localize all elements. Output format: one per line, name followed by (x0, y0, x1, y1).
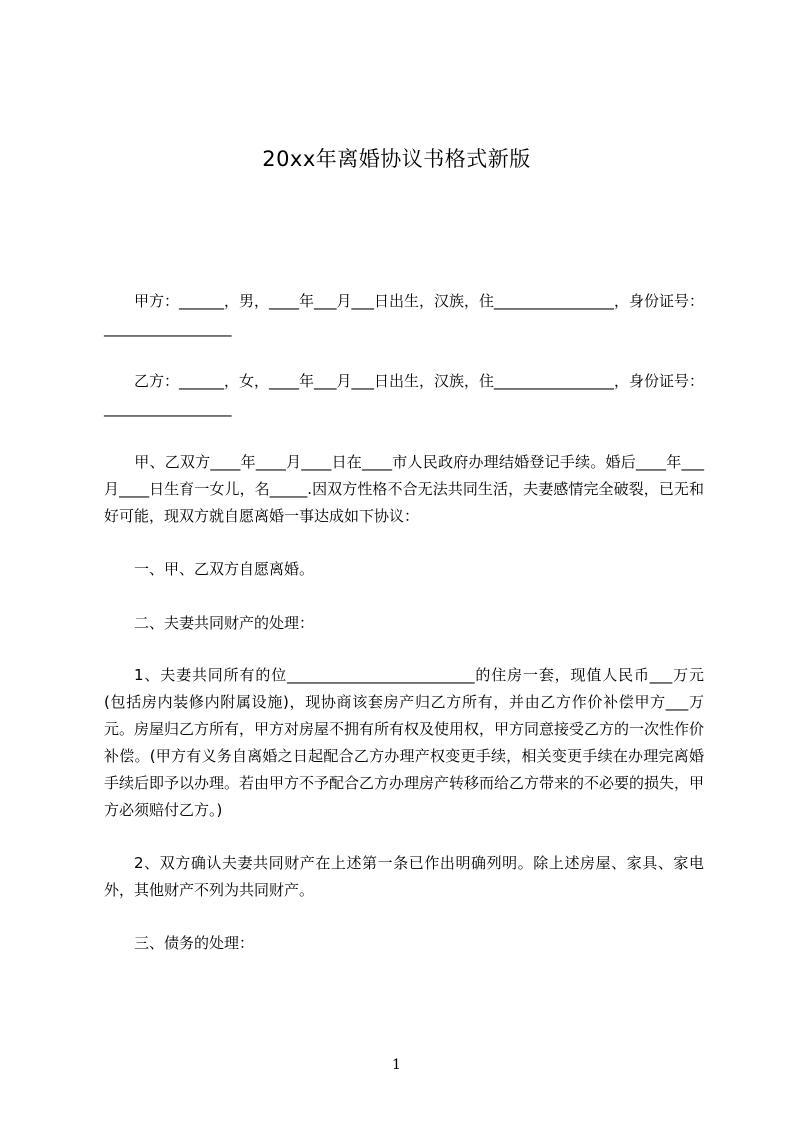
paragraph-text: 二、夫妻共同财产的处理： (134, 614, 315, 632)
paragraph-party-b (104, 368, 704, 422)
document-title: 20xx年离婚协议书格式新版 (262, 147, 531, 171)
paragraph-text: 1、夫妻共同所有的位_________________________的住房一套，现值人民币___万元(包括房内装修内附属设施)，现协商该套房产归乙方所有，并由乙方作价补偿甲方___万元。房屋归乙方所有，甲方对房屋不拥有所有权及使用权，甲方同意接受乙方的一次性作价补偿。(甲方有义务自离婚之日起配合乙方办理产权变更手续，相关变更手续在办理完离婚手续后即予以办理。若由甲方不予配合乙方办理房产转移而给乙方带来的不必要的损失，甲方必须赔付乙方。) (104, 666, 705, 819)
clause-two-heading (104, 610, 704, 637)
clause-three-heading (104, 930, 704, 957)
paragraph-marriage-info (104, 449, 704, 530)
paragraph-text: 甲、乙双方____年____月____日在____市人民政府办理结婚登记手续。婚后____年___月____日生育一女儿，名_____.因双方性格不合无法共同生活，夫妻感情完全破裂，已无和好可能，现双方就自愿离婚一事达成如下协议： (104, 453, 704, 525)
clause-two-item-one (104, 662, 704, 824)
paragraph-text: 乙方：______，女，____年___月___日出生，汉族，住________________，身份证号：_________________ (104, 372, 705, 417)
paragraph-party-a (104, 288, 704, 342)
paragraph-text: 一、甲、乙双方自愿离婚。 (134, 560, 315, 578)
paragraph-text: 三、债务的处理： (134, 934, 255, 952)
paragraph-text: 甲方：______，男，____年___月___日出生，汉族，住________________，身份证号：_________________ (104, 292, 705, 337)
page-number: 1 (392, 1057, 401, 1073)
clause-one-heading (104, 556, 704, 583)
clause-two-item-two (104, 850, 704, 904)
paragraph-text: 2、双方确认夫妻共同财产在上述第一条已作出明确列明。除上述房屋、家具、家电外，其他财产不列为共同财产。 (104, 854, 704, 899)
